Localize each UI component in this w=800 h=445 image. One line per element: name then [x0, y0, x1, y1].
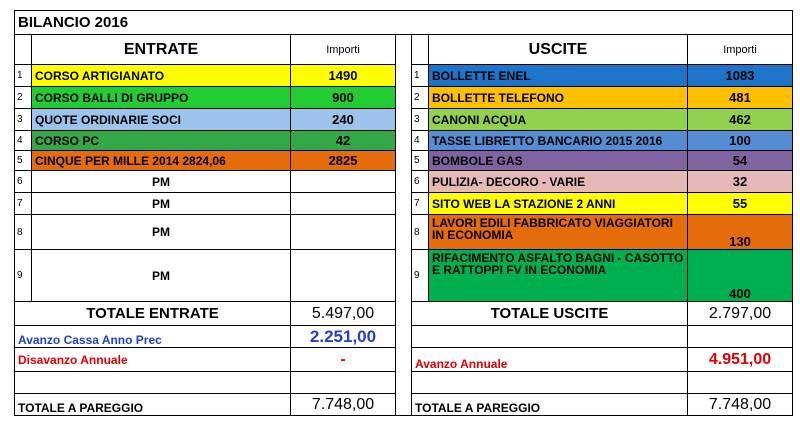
row-number: 1	[15, 65, 32, 87]
gap-cell	[396, 87, 412, 109]
uscita-value: 1083	[688, 65, 793, 87]
empty-cell	[15, 372, 291, 394]
gap-cell	[396, 250, 412, 302]
uscita-value: 462	[688, 109, 793, 131]
entrata-value	[291, 193, 396, 215]
entrata-label: CORSO PC	[32, 131, 291, 151]
disavanzo-value: -	[291, 348, 396, 372]
entrata-value: 2825	[291, 151, 396, 171]
avanzo-annuale-label: Avanzo Annuale	[412, 348, 688, 372]
gap-cell	[396, 348, 412, 372]
uscita-value: 54	[688, 151, 793, 171]
uscita-label: LAVORI EDILI FABBRICATO VIAGGIATORI IN ECONOMIA	[429, 215, 688, 250]
entrata-label: CINQUE PER MILLE 2014 2824,06	[32, 151, 291, 171]
row-number: 9	[15, 250, 32, 302]
pareggio-left-value: 7.748,00	[291, 394, 396, 416]
uscita-value: 55	[688, 193, 793, 215]
row-number: 8	[412, 215, 429, 250]
entrata-value	[291, 171, 396, 193]
entrata-label: QUOTE ORDINARIE SOCI	[32, 109, 291, 131]
empty-cell	[688, 372, 793, 394]
entrate-header: ENTRATE	[32, 35, 291, 65]
uscita-value: 481	[688, 87, 793, 109]
entrata-label: PM	[32, 250, 291, 302]
sheet-title: BILANCIO 2016	[15, 11, 793, 35]
gap-cell	[396, 326, 412, 348]
row-number: 6	[15, 171, 32, 193]
gap-cell	[396, 302, 412, 326]
row-number: 5	[412, 151, 429, 171]
uscite-importi-header: Importi	[688, 35, 793, 65]
entrata-value	[291, 250, 396, 302]
balance-table	[14, 10, 793, 416]
row-number: 4	[15, 131, 32, 151]
uscita-label: CANONI ACQUA	[429, 109, 688, 131]
uscita-label: BOLLETTE ENEL	[429, 65, 688, 87]
totale-uscite-value: 2.797,00	[688, 302, 793, 326]
entrata-label: CORSO ARTIGIANATO	[32, 65, 291, 87]
avanzo-annuale-value: 4.951,00	[688, 348, 793, 372]
header-num-cell	[15, 35, 32, 65]
pareggio-right-value: 7.748,00	[688, 394, 793, 416]
empty-cell	[412, 372, 688, 394]
entrata-value: 1490	[291, 65, 396, 87]
pareggio-right-label: TOTALE A PAREGGIO	[412, 394, 688, 416]
gap-cell	[396, 131, 412, 151]
pareggio-left-label: TOTALE A PAREGGIO	[15, 394, 291, 416]
entrata-value: 42	[291, 131, 396, 151]
gap-cell	[396, 35, 412, 65]
empty-cell	[412, 326, 688, 348]
row-number: 2	[412, 87, 429, 109]
entrata-label: CORSO BALLI DI GRUPPO	[32, 87, 291, 109]
entrata-label: PM	[32, 193, 291, 215]
uscita-label: TASSE LIBRETTO BANCARIO 2015 2016	[429, 131, 688, 151]
avanzo-cassa-label: Avanzo Cassa Anno Prec	[15, 326, 291, 348]
totale-entrate-value: 5.497,00	[291, 302, 396, 326]
uscita-label: BOLLETTE TELEFONO	[429, 87, 688, 109]
row-number: 5	[15, 151, 32, 171]
empty-cell	[291, 372, 396, 394]
entrata-value: 900	[291, 87, 396, 109]
balance-sheet	[14, 10, 793, 416]
row-number: 3	[412, 109, 429, 131]
entrata-value	[291, 215, 396, 250]
gap-cell	[396, 215, 412, 250]
gap-cell	[396, 372, 412, 394]
empty-cell	[688, 326, 793, 348]
header-num-cell	[412, 35, 429, 65]
row-number: 7	[412, 193, 429, 215]
gap-cell	[396, 151, 412, 171]
avanzo-cassa-value: 2.251,00	[291, 326, 396, 348]
uscita-value: 400	[688, 250, 793, 302]
uscite-header: USCITE	[429, 35, 688, 65]
uscita-label: PULIZIA- DECORO - VARIE	[429, 171, 688, 193]
gap-cell	[396, 394, 412, 416]
row-number: 9	[412, 250, 429, 302]
row-number: 2	[15, 87, 32, 109]
gap-cell	[396, 109, 412, 131]
entrate-importi-header: Importi	[291, 35, 396, 65]
disavanzo-label: Disavanzo Annuale	[15, 348, 291, 372]
row-number: 3	[15, 109, 32, 131]
uscita-label: SITO WEB LA STAZIONE 2 ANNI	[429, 193, 688, 215]
uscita-value: 100	[688, 131, 793, 151]
gap-cell	[396, 171, 412, 193]
row-number: 7	[15, 193, 32, 215]
gap-cell	[396, 65, 412, 87]
row-number: 6	[412, 171, 429, 193]
row-number: 4	[412, 131, 429, 151]
totale-entrate-label: TOTALE ENTRATE	[15, 302, 291, 326]
entrata-label: PM	[32, 171, 291, 193]
entrata-label: PM	[32, 215, 291, 250]
gap-cell	[396, 193, 412, 215]
uscita-value: 32	[688, 171, 793, 193]
uscita-value: 130	[688, 215, 793, 250]
row-number: 8	[15, 215, 32, 250]
totale-uscite-label: TOTALE USCITE	[412, 302, 688, 326]
row-number: 1	[412, 65, 429, 87]
uscita-label: BOMBOLE GAS	[429, 151, 688, 171]
entrata-value: 240	[291, 109, 396, 131]
uscita-label: RIFACIMENTO ASFALTO BAGNI - CASOTTO E RATTOPPI FV IN ECONOMIA	[429, 250, 688, 302]
